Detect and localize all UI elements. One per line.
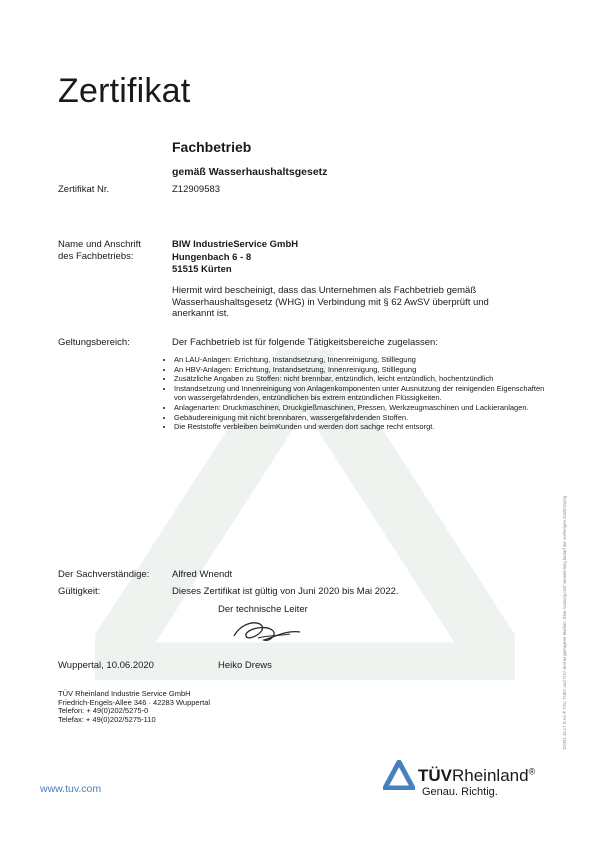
cert-no-label: Zertifikat Nr.: [58, 184, 110, 195]
issuer-address: Friedrich-Engels-Allee 346 · 42283 Wuppertal: [58, 697, 211, 707]
company-name: BIW IndustrieService GmbH: [172, 239, 299, 250]
brand-logo-text: [418, 766, 535, 786]
side-legal-text: 10/291 15.17 D A4 ® TÜV, TUEV und TUV sind eingetragene Marken. Eine Nutzung und Verwendung bedarf der vorherigen Zustimmung.: [562, 494, 567, 750]
brand-bold: TÜV: [418, 766, 452, 785]
address-label-line2: des Fachbetriebs:: [58, 251, 134, 262]
signatory-name: Heiko Drews: [218, 660, 272, 671]
expert-name: Alfred Wnendt: [172, 569, 233, 580]
issuer-name: TÜV Rheinland Industrie Service GmbH: [58, 689, 191, 698]
certificate-heading: Fachbetrieb: [172, 139, 252, 155]
list-item: • Instandsetzung und Innenreinigung von Anlagenkomponenten unter Ausnutzung der reinigenden Eigenschaften von wassergefährdenden, entzündlichen bis extrem entzündlichen Flüssigkeiten.: [174, 384, 554, 402]
issuer-block: [58, 690, 210, 724]
registered-mark: ®: [528, 766, 536, 777]
validity-value: Dieses Zertifikat ist gültig von Juni 2020 bis Mai 2022.: [172, 586, 399, 597]
signature-image: [228, 616, 308, 646]
list-item: • Zusätzliche Angaben zu Stoffen: nicht brennbar, entzündlich, leicht entzündlich, hochentzündlich: [174, 374, 554, 383]
tuv-triangle-logo-icon: [383, 760, 415, 790]
list-item: • An HBV-Anlagen: Errichtung, Instandsetzung, Innenreinigung, Stilllegung: [174, 365, 554, 374]
validity-label: Gültigkeit:: [58, 586, 101, 597]
certification-statement: Hiermit wird bescheinigt, dass das Unternehmen als Fachbetrieb gemäß Wasserhaushaltsgesetz (WHG) in Verbindung mit § 62 AwSV überprüft und anerkannt ist.: [172, 285, 489, 319]
scope-label: Geltungsbereich:: [58, 337, 130, 348]
list-item: • An LAU-Anlagen: Errichtung, Instandsetzung, Innenreinigung, Stilllegung: [174, 355, 554, 364]
company-street: Hungenbach 6 - 8: [172, 251, 252, 263]
company-block: [172, 239, 298, 277]
scope-intro: Der Fachbetrieb ist für folgende Tätigkeitsbereiche zugelassen:: [172, 337, 438, 348]
list-item: • Die Reststoffe verbleiben beimKunden und werden dort sachge recht entsorgt.: [174, 422, 554, 431]
signatory-role: Der technische Leiter: [218, 604, 308, 615]
list-item: • Anlagenarten: Druckmaschinen, Druckgießmaschinen, Pressen, Werkzeugmaschinen und Lackieranlagen.: [174, 403, 554, 412]
website-link[interactable]: www.tuv.com: [40, 783, 102, 795]
place-date: Wuppertal, 10.06.2020: [58, 660, 154, 671]
brand-regular: Rheinland: [452, 766, 529, 785]
issuer-fax: Telefax: + 49(0)202/5275-110: [58, 714, 156, 724]
issuer-phone: Telefon: + 49(0)202/5275-0: [58, 706, 149, 716]
document-title: Zertifikat: [58, 72, 191, 110]
certificate-subheading: gemäß Wasserhaushaltsgesetz: [172, 166, 328, 178]
scope-list: [160, 355, 554, 432]
expert-label: Der Sachverständige:: [58, 569, 150, 580]
address-label-line1: Name und Anschrift: [58, 239, 141, 250]
brand-claim: Genau. Richtig.: [422, 786, 498, 798]
list-item: • Gebäudereinigung mit nicht brennbaren, wassergefährdenden Stoffen.: [174, 413, 554, 422]
company-city: 51515 Kürten: [172, 264, 232, 275]
cert-no-value: Z12909583: [172, 184, 221, 195]
